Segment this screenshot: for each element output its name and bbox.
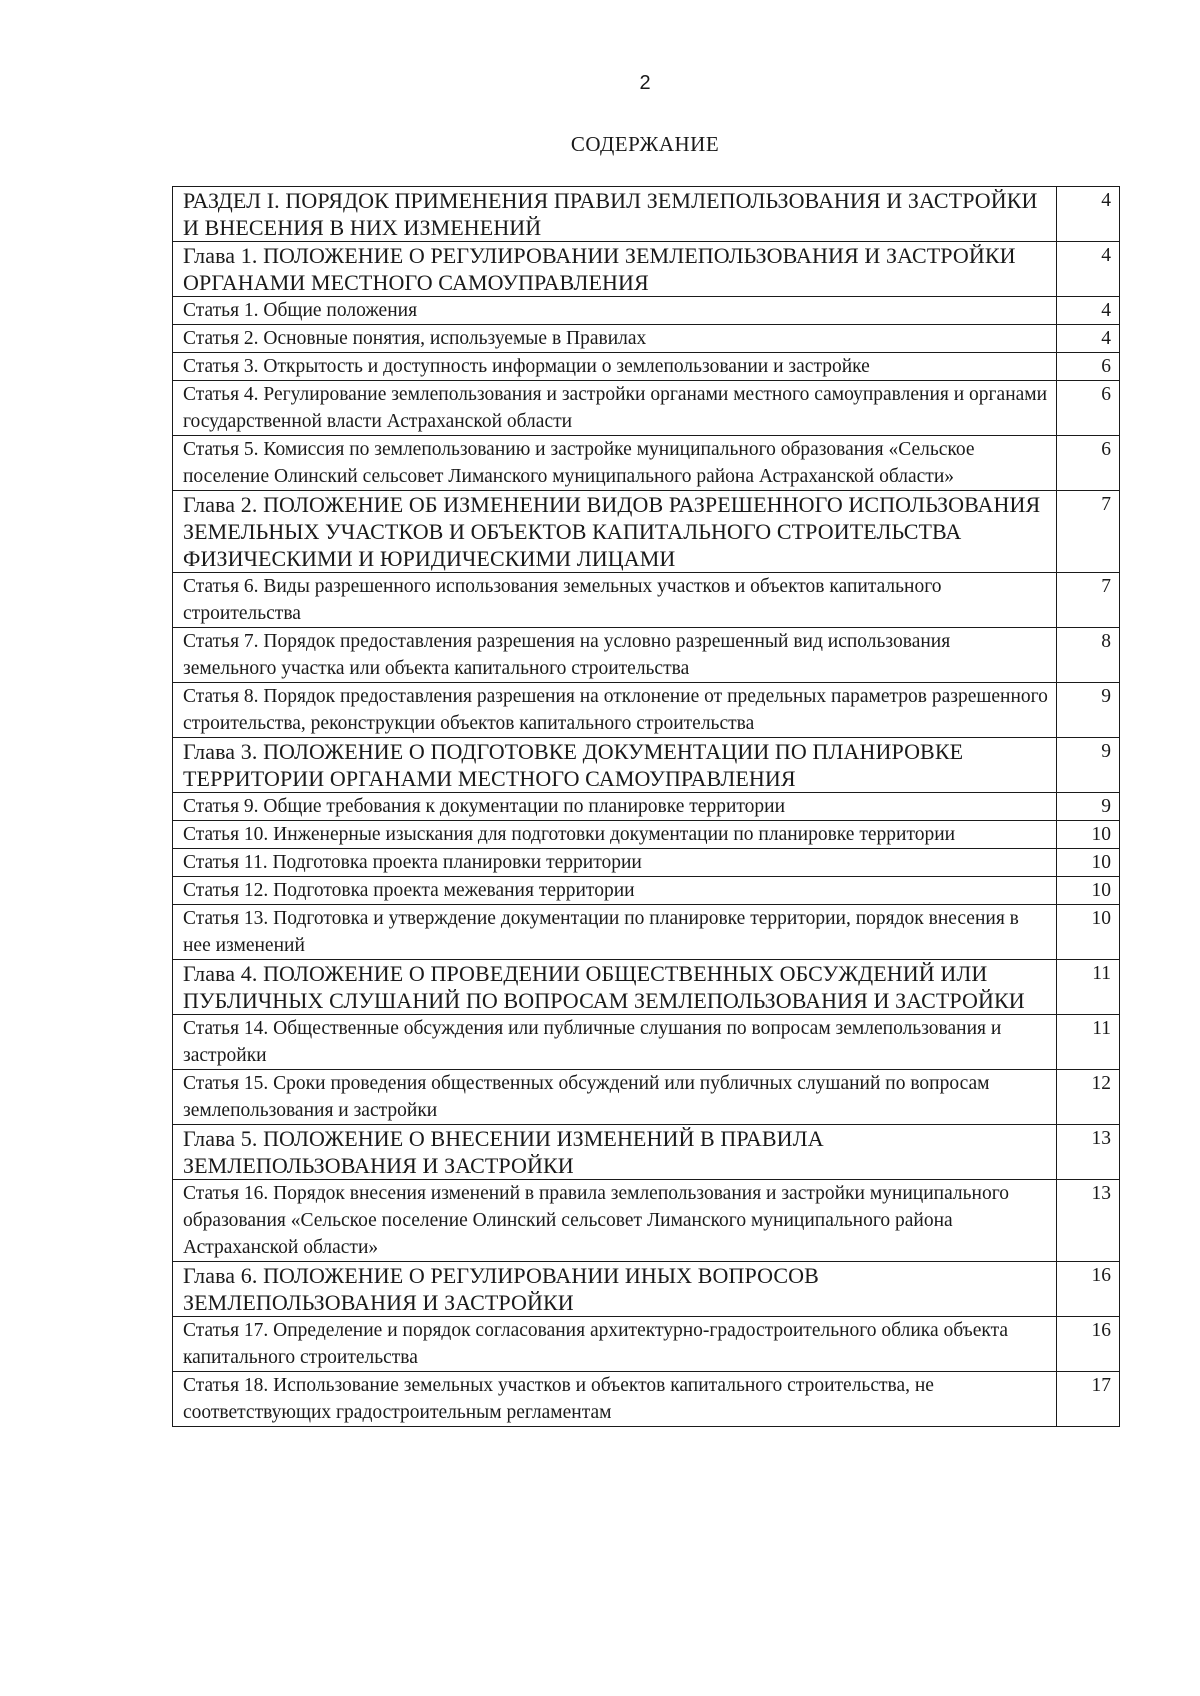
toc-entry-title: Статья 14. Общественные обсуждения или публичные слушания по вопросам землепользования и застройки <box>173 1015 1057 1070</box>
toc-entry-page: 4 <box>1057 187 1120 242</box>
toc-row-article <box>173 381 1120 436</box>
toc-row-article <box>173 793 1120 821</box>
toc-row-chapter <box>173 1125 1120 1180</box>
toc-entry-title: Статья 13. Подготовка и утверждение документации по планировке территории, порядок внесения в нее изменений <box>173 905 1057 960</box>
toc-row-article <box>173 1015 1120 1070</box>
toc-entry-title: РАЗДЕЛ I. ПОРЯДОК ПРИМЕНЕНИЯ ПРАВИЛ ЗЕМЛЕПОЛЬЗОВАНИЯ И ЗАСТРОЙКИ И ВНЕСЕНИЯ В НИХ ИЗМЕНЕНИЙ <box>173 187 1057 242</box>
toc-entry-page: 10 <box>1057 849 1120 877</box>
toc-row-article <box>173 849 1120 877</box>
toc-entry-page: 7 <box>1057 491 1120 573</box>
toc-entry-title: Глава 6. ПОЛОЖЕНИЕ О РЕГУЛИРОВАНИИ ИНЫХ ВОПРОСОВ ЗЕМЛЕПОЛЬЗОВАНИЯ И ЗАСТРОЙКИ <box>173 1262 1057 1317</box>
toc-entry-page: 9 <box>1057 683 1120 738</box>
toc-row-article <box>173 325 1120 353</box>
toc-entry-page: 13 <box>1057 1125 1120 1180</box>
toc-entry-page: 11 <box>1057 960 1120 1015</box>
toc-entry-title: Статья 6. Виды разрешенного использования земельных участков и объектов капитального строительства <box>173 573 1057 628</box>
toc-entry-page: 16 <box>1057 1317 1120 1372</box>
toc-row-article <box>173 1180 1120 1262</box>
toc-entry-page: 10 <box>1057 877 1120 905</box>
toc-row-chapter <box>173 960 1120 1015</box>
toc-row-article <box>173 1317 1120 1372</box>
toc-row-article <box>173 683 1120 738</box>
toc-entry-page: 7 <box>1057 573 1120 628</box>
toc-row-section <box>173 187 1120 242</box>
toc-entry-title: Статья 12. Подготовка проекта межевания территории <box>173 877 1057 905</box>
toc-entry-title: Статья 1. Общие положения <box>173 297 1057 325</box>
toc-entry-title: Глава 3. ПОЛОЖЕНИЕ О ПОДГОТОВКЕ ДОКУМЕНТАЦИИ ПО ПЛАНИРОВКЕ ТЕРРИТОРИИ ОРГАНАМИ МЕСТНОГО САМОУПРАВЛЕНИЯ <box>173 738 1057 793</box>
toc-entry-page: 6 <box>1057 353 1120 381</box>
toc-entry-page: 17 <box>1057 1372 1120 1427</box>
toc-row-article <box>173 1372 1120 1427</box>
toc-row-chapter <box>173 491 1120 573</box>
toc-row-article <box>173 821 1120 849</box>
toc-entry-page: 9 <box>1057 738 1120 793</box>
toc-entry-page: 4 <box>1057 242 1120 297</box>
toc-row-chapter <box>173 1262 1120 1317</box>
toc-row-article <box>173 297 1120 325</box>
toc-row-article <box>173 436 1120 491</box>
toc-entry-page: 4 <box>1057 297 1120 325</box>
toc-entry-title: Статья 15. Сроки проведения общественных обсуждений или публичных слушаний по вопросам землепользования и застройки <box>173 1070 1057 1125</box>
toc-entry-title: Статья 10. Инженерные изыскания для подготовки документации по планировке территории <box>173 821 1057 849</box>
toc-entry-page: 8 <box>1057 628 1120 683</box>
toc-entry-title: Статья 17. Определение и порядок согласования архитектурно-градостроительного облика объекта капитального строительства <box>173 1317 1057 1372</box>
toc-entry-title: Статья 5. Комиссия по землепользованию и застройке муниципального образования «Сельское поселение Олинский сельсовет Лиманского муниципального района Астраханской области» <box>173 436 1057 491</box>
toc-entry-title: Глава 4. ПОЛОЖЕНИЕ О ПРОВЕДЕНИИ ОБЩЕСТВЕННЫХ ОБСУЖДЕНИЙ ИЛИ ПУБЛИЧНЫХ СЛУШАНИЙ ПО ВОПРОСАМ ЗЕМЛЕПОЛЬЗОВАНИЯ И ЗАСТРОЙКИ <box>173 960 1057 1015</box>
toc-entry-page: 11 <box>1057 1015 1120 1070</box>
toc-entry-title: Глава 2. ПОЛОЖЕНИЕ ОБ ИЗМЕНЕНИИ ВИДОВ РАЗРЕШЕННОГО ИСПОЛЬЗОВАНИЯ ЗЕМЕЛЬНЫХ УЧАСТКОВ И ОБЪЕКТОВ КАПИТАЛЬНОГО СТРОИТЕЛЬСТВА ФИЗИЧЕСКИМИ И ЮРИДИЧЕСКИМИ ЛИЦАМИ <box>173 491 1057 573</box>
toc-entry-page: 10 <box>1057 905 1120 960</box>
toc-entry-title: Статья 4. Регулирование землепользования и застройки органами местного самоуправления и органами государственной власти Астраханской области <box>173 381 1057 436</box>
toc-row-article <box>173 573 1120 628</box>
toc-entry-title: Глава 1. ПОЛОЖЕНИЕ О РЕГУЛИРОВАНИИ ЗЕМЛЕПОЛЬЗОВАНИЯ И ЗАСТРОЙКИ ОРГАНАМИ МЕСТНОГО САМОУПРАВЛЕНИЯ <box>173 242 1057 297</box>
toc-row-article <box>173 905 1120 960</box>
toc-entry-page: 9 <box>1057 793 1120 821</box>
toc-row-article <box>173 353 1120 381</box>
toc-entry-page: 4 <box>1057 325 1120 353</box>
toc-entry-page: 10 <box>1057 821 1120 849</box>
toc-entry-title: Статья 2. Основные понятия, используемые в Правилах <box>173 325 1057 353</box>
toc-entry-title: Статья 3. Открытость и доступность информации о землепользовании и застройке <box>173 353 1057 381</box>
toc-row-article <box>173 877 1120 905</box>
toc-row-chapter <box>173 242 1120 297</box>
toc-entry-page: 6 <box>1057 436 1120 491</box>
toc-body <box>173 187 1120 1427</box>
toc-entry-title: Статья 7. Порядок предоставления разрешения на условно разрешенный вид использования земельного участка или объекта капитального строительства <box>173 628 1057 683</box>
toc-entry-title: Статья 8. Порядок предоставления разрешения на отклонение от предельных параметров разрешенного строительства, реконструкции объектов капитального строительства <box>173 683 1057 738</box>
toc-row-article <box>173 628 1120 683</box>
toc-entry-page: 13 <box>1057 1180 1120 1262</box>
toc-entry-page: 6 <box>1057 381 1120 436</box>
toc-row-chapter <box>173 738 1120 793</box>
toc-entry-title: Глава 5. ПОЛОЖЕНИЕ О ВНЕСЕНИИ ИЗМЕНЕНИЙ В ПРАВИЛА ЗЕМЛЕПОЛЬЗОВАНИЯ И ЗАСТРОЙКИ <box>173 1125 1057 1180</box>
toc-entry-title: Статья 18. Использование земельных участков и объектов капитального строительства, не соответствующих градостроительным регламентам <box>173 1372 1057 1427</box>
toc-entry-page: 16 <box>1057 1262 1120 1317</box>
toc-entry-page: 12 <box>1057 1070 1120 1125</box>
toc-entry-title: Статья 11. Подготовка проекта планировки территории <box>173 849 1057 877</box>
page-number: 2 <box>639 72 651 94</box>
toc-row-article <box>173 1070 1120 1125</box>
toc-table <box>172 186 1120 1427</box>
toc-entry-title: Статья 16. Порядок внесения изменений в правила землепользования и застройки муниципального образования «Сельское поселение Олинский сельсовет Лиманского муниципального района Астраханской области» <box>173 1180 1057 1262</box>
document-title: СОДЕРЖАНИЕ <box>570 132 720 156</box>
toc-entry-title: Статья 9. Общие требования к документации по планировке территории <box>173 793 1057 821</box>
